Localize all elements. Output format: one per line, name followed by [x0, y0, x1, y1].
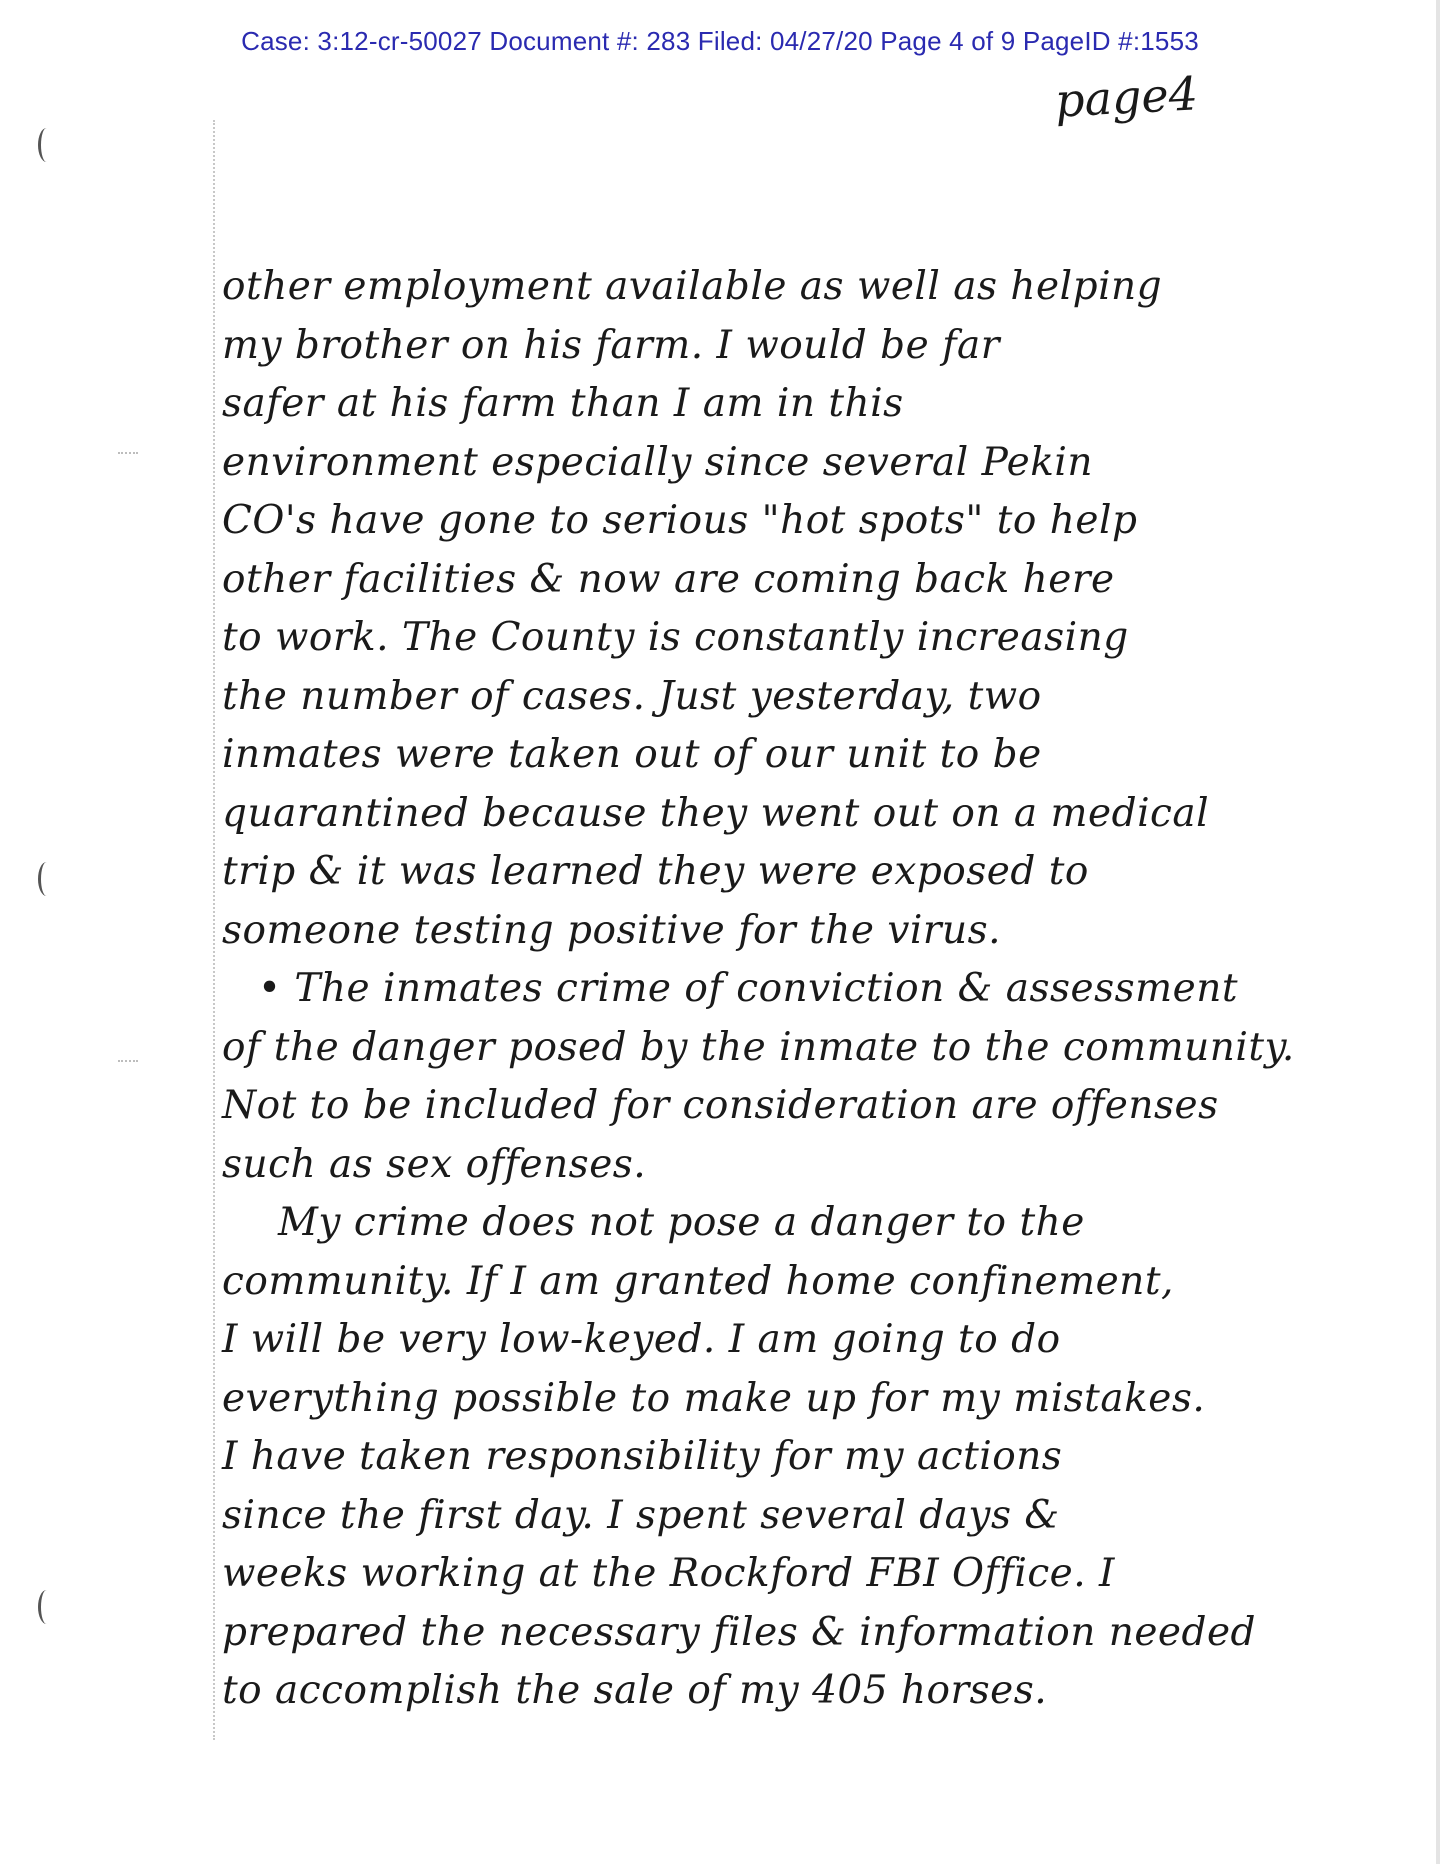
- text-line: to accomplish the sale of my 405 horses.: [222, 1668, 1048, 1713]
- binder-hole-mark: [38, 128, 55, 162]
- paragraph-start-line: My crime does not pose a danger to the: [278, 1200, 1085, 1245]
- text-line: I have taken responsibility for my actions: [222, 1434, 1063, 1479]
- text-line: weeks working at the Rockford FBI Office. I: [222, 1551, 1115, 1596]
- text-line: Not to be included for consideration are offenses: [222, 1083, 1219, 1128]
- text-line: other employment available as well as helping: [222, 264, 1163, 309]
- binder-hole-mark: [38, 862, 55, 896]
- text-line: since the first day. I spent several days &: [222, 1492, 1060, 1538]
- text-line: to work. The County is constantly increasing: [222, 615, 1129, 660]
- text-line: I will be very low-keyed. I am going to do: [222, 1317, 1061, 1362]
- scan-edge: [1436, 0, 1440, 1864]
- text-line: community. If I am granted home confinement,: [222, 1258, 1174, 1304]
- text-line: the number of cases. Just yesterday, two: [222, 673, 1042, 719]
- text-line: other facilities & now are coming back here: [222, 556, 1115, 602]
- text-line: someone testing positive for the virus.: [222, 907, 1002, 953]
- text-line: trip & it was learned they were exposed to: [222, 849, 1089, 894]
- margin-dash: [118, 452, 138, 454]
- text-line: everything possible to make up for my mistakes.: [222, 1375, 1206, 1421]
- text-line: prepared the necessary files & information needed: [222, 1609, 1257, 1655]
- text-line: such as sex offenses.: [222, 1141, 647, 1187]
- text-line: quarantined because they went out on a medical: [222, 790, 1210, 836]
- text-line: of the danger posed by the inmate to the community.: [222, 1024, 1295, 1070]
- handwritten-letter-body: [222, 258, 1372, 1721]
- case-header: Case: 3:12-cr-50027 Document #: 283 Filed: 04/27/20 Page 4 of 9 PageID #:1553: [241, 26, 1199, 56]
- bullet-line: • The inmates crime of conviction & assessment: [258, 966, 1239, 1011]
- margin-rule: [213, 120, 215, 1740]
- text-line: my brother on his farm. I would be far: [222, 322, 1000, 368]
- text-line: inmates were taken out of our unit to be: [222, 732, 1042, 777]
- handwritten-page-label: page4: [1053, 66, 1200, 128]
- text-line: CO's have gone to serious "hot spots" to help: [222, 498, 1138, 543]
- text-line: environment especially since several Pekin: [222, 439, 1093, 485]
- text-line: safer at his farm than I am in this: [222, 381, 904, 426]
- binder-hole-mark: [38, 1590, 55, 1624]
- margin-dash: [118, 1060, 138, 1062]
